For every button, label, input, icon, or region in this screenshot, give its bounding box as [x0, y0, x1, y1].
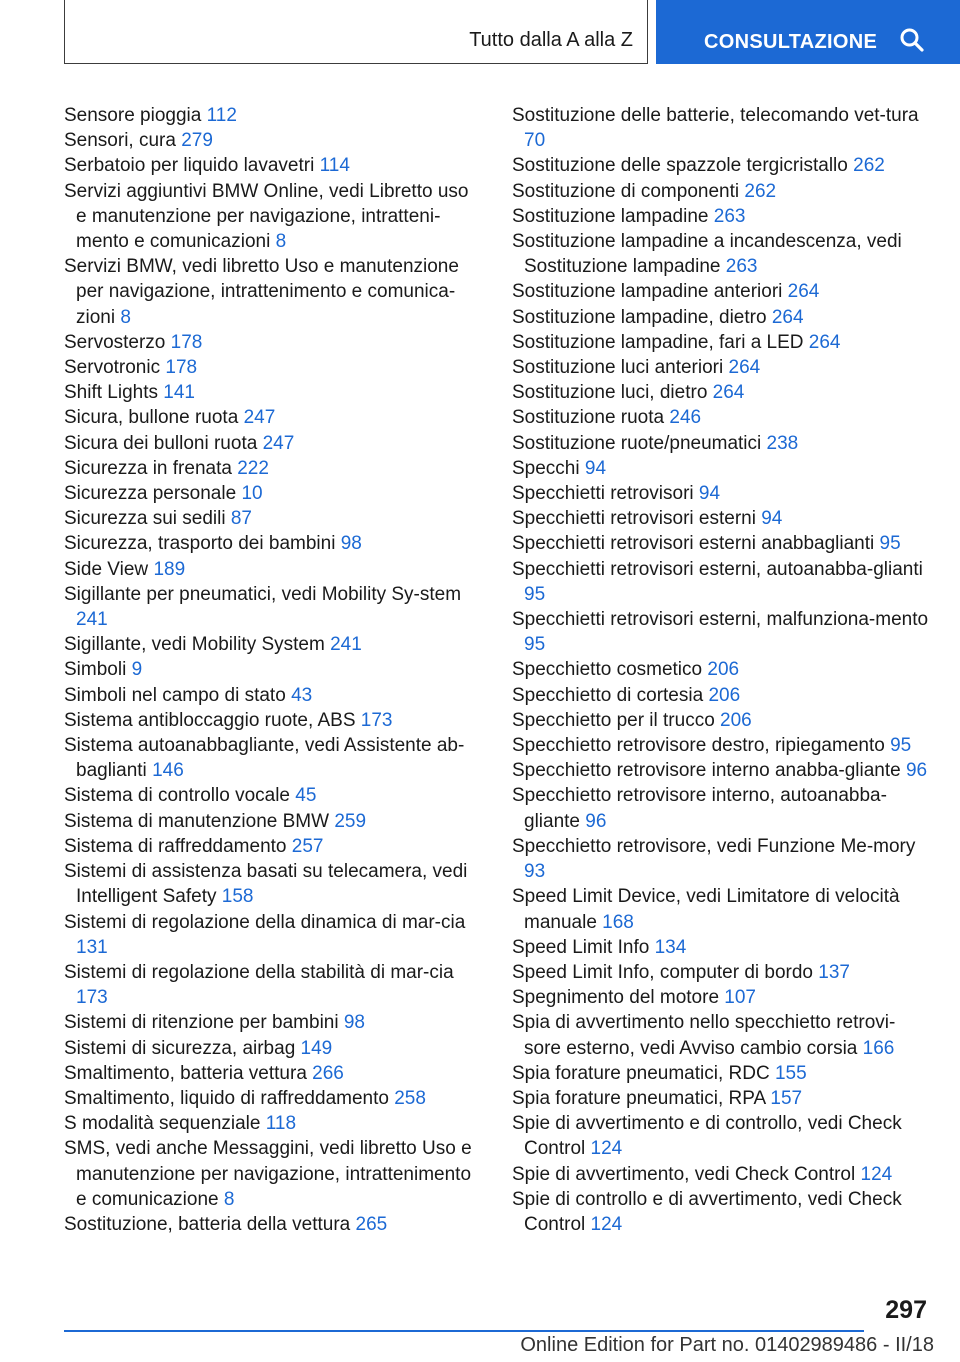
- index-entry-text: Simboli nel campo di stato: [64, 684, 286, 706]
- index-entry: [64, 380, 484, 405]
- index-entry-text: Specchi: [512, 457, 580, 479]
- index-entry: [64, 153, 484, 178]
- page-reference-link[interactable]: 70: [524, 130, 546, 152]
- page-reference-link[interactable]: 96: [905, 760, 928, 782]
- index-entry-text: SMS, vedi anche Messaggini, vedi libretto Uso e manutenzione per navigazione, intrattenimento e comunicazione: [64, 1138, 472, 1210]
- page-reference-link[interactable]: 94: [761, 508, 783, 530]
- page-reference-link[interactable]: 247: [262, 432, 295, 454]
- page-reference-link[interactable]: 137: [818, 961, 850, 983]
- page-reference-link[interactable]: 247: [243, 407, 276, 429]
- page-reference-link[interactable]: 157: [770, 1087, 803, 1109]
- index-entry: [64, 481, 484, 506]
- page-reference-link[interactable]: 264: [787, 281, 820, 303]
- index-entry: [512, 1086, 932, 1111]
- index-entry: [512, 985, 932, 1010]
- index-entry: [64, 809, 484, 834]
- page-reference-link[interactable]: 173: [76, 987, 108, 1009]
- page-reference-link[interactable]: 265: [355, 1213, 388, 1235]
- index-entry-text: Simboli: [64, 659, 127, 681]
- index-entry: [64, 783, 484, 808]
- index-entry: [64, 531, 484, 556]
- index-entry-text: Spegnimento del motore: [512, 987, 720, 1009]
- page-reference-link[interactable]: 263: [725, 256, 758, 278]
- page-reference-link[interactable]: 87: [230, 508, 252, 530]
- page-reference-link[interactable]: 45: [295, 785, 317, 807]
- page-reference-link[interactable]: 8: [223, 1188, 235, 1210]
- index-entry-text: Specchietto di cortesia: [512, 684, 704, 706]
- index-entry: [512, 783, 932, 833]
- index-entry: [512, 960, 932, 985]
- index-entry-text: Spia forature pneumatici, RDC: [512, 1062, 770, 1084]
- index-entry: [64, 431, 484, 456]
- index-entry-text: Serbatoio per liquido lavavetri: [64, 155, 315, 177]
- index-entry-text: Sistema di manutenzione BMW: [64, 810, 330, 832]
- index-entry: [64, 1212, 484, 1237]
- index-entry: [512, 355, 932, 380]
- index-entry: [512, 607, 932, 657]
- index-entry: [512, 506, 932, 531]
- page-reference-link[interactable]: 8: [120, 306, 131, 328]
- search-icon[interactable]: [899, 27, 925, 53]
- page-reference-link[interactable]: 112: [206, 105, 237, 126]
- index-entry: [512, 279, 932, 304]
- index-entry: [512, 708, 932, 733]
- index-entry-text: Specchietti retrovisori esterni: [512, 508, 756, 530]
- index-entry: [512, 431, 932, 456]
- page-reference-link[interactable]: 94: [584, 457, 607, 479]
- page-reference-link[interactable]: 257: [291, 835, 324, 857]
- page-reference-link[interactable]: 98: [340, 533, 362, 555]
- index-entry: [512, 1162, 932, 1187]
- index-entry: [512, 153, 932, 178]
- index-entry: [64, 254, 484, 330]
- page-reference-link[interactable]: 124: [860, 1163, 893, 1185]
- page-reference-link[interactable]: 124: [590, 1138, 623, 1160]
- index-entry-text: Sostituzione di componenti: [512, 180, 740, 202]
- index-entry: [64, 1061, 484, 1086]
- index-entry: [64, 733, 484, 783]
- index-entry-text: Sostituzione lampadine: [512, 205, 709, 227]
- index-entry: [512, 405, 932, 430]
- page-reference-link[interactable]: 141: [163, 382, 195, 404]
- page-reference-link[interactable]: 264: [771, 306, 804, 328]
- index-entry: [512, 1010, 932, 1060]
- page-reference-link[interactable]: 258: [394, 1087, 426, 1109]
- page-reference-link[interactable]: 222: [237, 457, 269, 479]
- index-entry-text: Smaltimento, batteria vettura: [64, 1062, 307, 1084]
- page-reference-link[interactable]: 238: [766, 432, 799, 454]
- index-entry-text: Spia forature pneumatici, RPA: [512, 1087, 766, 1109]
- index-entry: [64, 582, 484, 632]
- page-reference-link[interactable]: 206: [707, 659, 740, 681]
- index-entry-text: Servizi aggiuntivi BMW Online, vedi Libretto uso e manutenzione per navigazione, intratteni‐mento e comunicazioni: [64, 180, 469, 253]
- index-entry-text: Shift Lights: [64, 382, 158, 404]
- index-entry: [512, 481, 932, 506]
- index-entry: [64, 1010, 484, 1035]
- index-entry: [512, 758, 932, 783]
- page-reference-link[interactable]: 94: [698, 483, 721, 505]
- index-entry: [512, 1111, 932, 1161]
- index-entry-text: Speed Limit Info: [512, 936, 650, 958]
- index-entry: [512, 204, 932, 229]
- page-reference-link[interactable]: 43: [291, 684, 313, 706]
- index-entry-text: Sensori, cura: [64, 130, 176, 152]
- index-entry: [64, 1136, 484, 1212]
- index-entry: [512, 380, 932, 405]
- page-reference-link[interactable]: 149: [300, 1037, 333, 1059]
- index-entry: [512, 330, 932, 355]
- index-entry-text: Specchietto cosmetico: [512, 659, 703, 681]
- section-title: Tutto dalla A alla Z: [469, 29, 633, 51]
- page-reference-link[interactable]: 166: [862, 1037, 895, 1059]
- index-entry: [512, 531, 932, 556]
- index-entry-text: Sigillante, vedi Mobility System: [64, 634, 325, 656]
- page-reference-link[interactable]: 8: [275, 231, 287, 253]
- index-entry: [512, 103, 932, 153]
- page-reference-link[interactable]: 96: [585, 810, 607, 832]
- page-reference-link[interactable]: 173: [360, 709, 393, 731]
- index-entry: [512, 1187, 932, 1237]
- index-entry: [64, 1036, 484, 1061]
- index-entry-text: Servotronic: [64, 357, 161, 379]
- index-entry: [64, 1111, 484, 1136]
- index-entry: [512, 1061, 932, 1086]
- page-reference-link[interactable]: 241: [76, 609, 108, 631]
- index-entry-text: Spie di avvertimento, vedi Check Control: [512, 1163, 856, 1185]
- consultazione-tab[interactable]: [656, 0, 960, 64]
- index-entry-text: Spia di avvertimento nello specchietto retrovi‐sore esterno, vedi Avviso cambio corsia: [512, 1012, 896, 1059]
- index-entry-text: Sostituzione lampadine a incandescenza, vedi Sostituzione lampadine: [512, 231, 902, 278]
- index-entry: [64, 834, 484, 859]
- index-entry: [64, 859, 484, 909]
- index-entry: [64, 557, 484, 582]
- index-entry-text: Sensore pioggia: [64, 105, 202, 126]
- index-entry-text: Sistema di raffreddamento: [64, 835, 287, 857]
- page-reference-link[interactable]: 206: [720, 709, 752, 731]
- page-reference-link[interactable]: 241: [330, 634, 362, 656]
- index-entry: [64, 960, 484, 1010]
- index-entry-text: Sostituzione lampadine anteriori: [512, 281, 783, 303]
- page-reference-link[interactable]: 158: [221, 886, 254, 908]
- index-entry-text: Sistemi di sicurezza, airbag: [64, 1037, 296, 1059]
- index-entry-text: Sistemi di assistenza basati su telecamera, vedi Intelligent Safety: [64, 861, 468, 908]
- index-entry-text: Sicura dei bulloni ruota: [64, 432, 258, 454]
- index-entry-text: Side View: [64, 558, 149, 580]
- index-entry: [512, 305, 932, 330]
- index-entry: [512, 935, 932, 960]
- page-reference-link[interactable]: 134: [654, 936, 687, 958]
- index-entry-text: Sicurezza sui sedili: [64, 508, 226, 530]
- index-entry: [64, 179, 484, 255]
- index-entry-text: Sostituzione ruote/pneumatici: [512, 432, 762, 454]
- index-entry-text: Smaltimento, liquido di raffreddamento: [64, 1087, 389, 1109]
- index-entry-text: Sostituzione delle batterie, telecomando vet‐tura: [512, 105, 919, 126]
- index-entry: [64, 103, 484, 128]
- index-entry: [64, 910, 484, 960]
- index-entry: [512, 834, 932, 884]
- index-entry-text: Sicurezza personale: [64, 483, 237, 505]
- page-reference-link[interactable]: 259: [334, 810, 367, 832]
- index-entry: [64, 456, 484, 481]
- index-entry: [512, 683, 932, 708]
- page-reference-link[interactable]: 114: [319, 155, 350, 177]
- index-column-right: [512, 103, 932, 1237]
- page-reference-link[interactable]: 95: [524, 583, 546, 605]
- page-reference-link[interactable]: 264: [728, 357, 761, 379]
- index-entry: [64, 506, 484, 531]
- index-entry: [512, 179, 932, 204]
- footer-edition: Online Edition for Part no. 01402989486 - II/18: [520, 1334, 934, 1356]
- page-reference-link[interactable]: 95: [524, 634, 546, 656]
- index-entry-text: Spie di avvertimento e di controllo, vedi Check Control: [512, 1113, 902, 1160]
- index-entry: [64, 1086, 484, 1111]
- page-reference-link[interactable]: 264: [712, 382, 745, 404]
- index-entry-text: Sistemi di ritenzione per bambini: [64, 1012, 339, 1034]
- index-entry-text: Specchietti retrovisori: [512, 483, 694, 505]
- index-entry-text: Sistema autoanabbagliante, vedi Assistente ab‐baglianti: [64, 735, 465, 782]
- index-entry-text: Speed Limit Info, computer di bordo: [512, 961, 814, 983]
- page-reference-link[interactable]: 206: [708, 684, 741, 706]
- page-reference-link[interactable]: 168: [602, 911, 634, 933]
- footer-rule: [64, 1330, 864, 1332]
- page-reference-link[interactable]: 262: [853, 155, 885, 177]
- index-entry: [64, 330, 484, 355]
- index-entry: [512, 229, 932, 279]
- index-entry-text: Specchietti retrovisori esterni, malfunziona‐mento: [512, 609, 929, 631]
- consultazione-tab-label: CONSULTAZIONE: [704, 31, 878, 53]
- index-entry-text: Sistemi di regolazione della dinamica di mar‐cia: [64, 911, 466, 933]
- index-entry-text: Specchietto retrovisore destro, ripiegamento: [512, 735, 885, 757]
- index-entry: [512, 657, 932, 682]
- page-reference-link[interactable]: 95: [890, 735, 912, 757]
- page-reference-link[interactable]: 98: [343, 1012, 365, 1034]
- index-column-left: [64, 103, 484, 1237]
- index-entry-text: Specchietto retrovisore interno, autoanabba‐gliante: [512, 785, 887, 832]
- index-entry-text: Servizi BMW, vedi libretto Uso e manutenzione per navigazione, intrattenimento e comunica‐zioni: [64, 256, 459, 328]
- page-reference-link[interactable]: 146: [152, 760, 184, 782]
- index-entry-text: Sicurezza in frenata: [64, 457, 232, 479]
- page-reference-link[interactable]: 266: [312, 1062, 344, 1084]
- page-reference-link[interactable]: 189: [153, 558, 186, 580]
- index-entry-text: Sostituzione lampadine, fari a LED: [512, 331, 804, 353]
- index-entry-text: Spie di controllo e di avvertimento, vedi Check Control: [512, 1188, 902, 1235]
- index-entry: [64, 405, 484, 430]
- page-reference-link[interactable]: 178: [165, 357, 198, 379]
- index-entry: [64, 657, 484, 682]
- page-reference-link[interactable]: 131: [76, 936, 108, 958]
- page-reference-link[interactable]: 10: [241, 483, 263, 505]
- index-entry-text: Sostituzione luci anteriori: [512, 357, 724, 379]
- page-reference-link[interactable]: 107: [724, 987, 756, 1009]
- index-entry: [512, 733, 932, 758]
- index-entry-text: Sicurezza, trasporto dei bambini: [64, 533, 336, 555]
- index-entry-text: Specchietti retrovisori esterni, autoanabba‐glianti: [512, 558, 923, 580]
- page-reference-link[interactable]: 264: [808, 331, 841, 353]
- index-entry-text: Sostituzione ruota: [512, 407, 665, 429]
- section-header: [64, 0, 648, 64]
- page-reference-link[interactable]: 178: [170, 331, 203, 353]
- index-entry-text: Servosterzo: [64, 331, 166, 353]
- page-reference-link[interactable]: 95: [879, 533, 901, 555]
- index-entry-text: Specchietto per il trucco: [512, 709, 715, 731]
- index-entry: [512, 456, 932, 481]
- page-reference-link[interactable]: 279: [181, 130, 213, 152]
- index-entry: [64, 355, 484, 380]
- index-entry-text: Sicura, bullone ruota: [64, 407, 239, 429]
- index-entry-text: Sigillante per pneumatici, vedi Mobility Sy‐stem: [64, 583, 462, 605]
- page-reference-link[interactable]: 124: [590, 1213, 623, 1235]
- page-reference-link[interactable]: 246: [669, 407, 702, 429]
- page-reference-link[interactable]: 263: [713, 205, 746, 227]
- index-entry-text: Sostituzione luci, dietro: [512, 382, 708, 404]
- page-number: 297: [885, 1296, 927, 1324]
- index-entry: [64, 708, 484, 733]
- index-entry-text: Sostituzione delle spazzole tergicristallo: [512, 155, 848, 177]
- page-reference-link[interactable]: 93: [524, 861, 546, 883]
- index-entry: [64, 128, 484, 153]
- index-entry-text: Speed Limit Device, vedi Limitatore di velocità manuale: [512, 886, 900, 933]
- index-entry: [64, 683, 484, 708]
- page-reference-link[interactable]: 262: [744, 180, 777, 202]
- page-reference-link[interactable]: 118: [265, 1113, 297, 1135]
- index-entry-text: Sostituzione lampadine, dietro: [512, 306, 767, 328]
- index-entry-text: S modalità sequenziale: [64, 1113, 261, 1135]
- page-reference-link[interactable]: 9: [131, 659, 143, 681]
- index-entry: [512, 557, 932, 607]
- index-entry-text: Sistema di controllo vocale: [64, 785, 290, 807]
- index-entry: [64, 632, 484, 657]
- index-entry-text: Specchietti retrovisori esterni anabbaglianti: [512, 533, 875, 555]
- page-reference-link[interactable]: 155: [774, 1062, 807, 1084]
- index-entry-text: Specchietto retrovisore interno anabba‐gliante: [512, 760, 901, 782]
- index-entry: [512, 884, 932, 934]
- index-entry-text: Specchietto retrovisore, vedi Funzione Me‐mory: [512, 835, 916, 857]
- index-entry-text: Sostituzione, batteria della vettura: [64, 1213, 351, 1235]
- index-entry-text: Sistema antibloccaggio ruote, ABS: [64, 709, 356, 731]
- index-entry-text: Sistemi di regolazione della stabilità di mar‐cia: [64, 961, 454, 983]
